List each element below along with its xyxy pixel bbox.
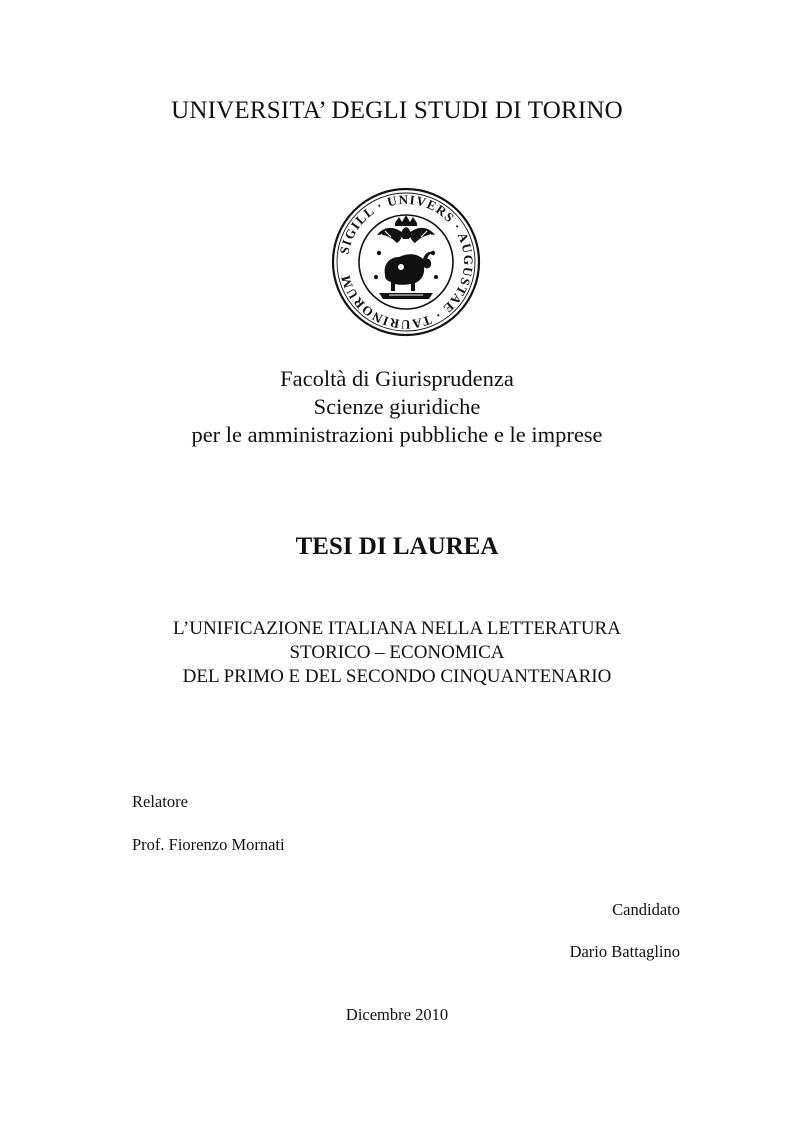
seal-graphic [331,187,481,337]
seal-ring-text: SIGILL · UNIVERS · AUGUSTAE · TAURINORUM [336,191,477,333]
thesis-title-line2: STORICO – ECONOMICA [289,642,505,663]
thesis-title-line1: L’UNIFICAZIONE ITALIANA NELLA LETTERATURA [173,618,621,639]
thesis-type-heading: TESI DI LAUREA [295,533,499,560]
candidato-label: Candidato [612,900,680,919]
faculty-block [0,365,794,449]
university-seal-icon [331,187,481,337]
relatore-name: Prof. Fiorenzo Mornati [132,835,285,854]
thesis-title [0,617,794,689]
relatore-label: Relatore [132,792,188,811]
faculty-name: Facoltà di Giurisprudenza [280,366,514,391]
thesis-date: Dicembre 2010 [345,1005,449,1024]
degree-course-line2: per le amministrazioni pubbliche e le imprese [191,422,603,447]
degree-course-line1: Scienze giuridiche [313,394,481,419]
university-name: UNIVERSITA’ DEGLI STUDI DI TORINO [171,97,623,124]
thesis-title-line3: DEL PRIMO E DEL SECONDO CINQUANTENARIO [182,666,612,687]
candidato-name: Dario Battaglino [569,942,680,961]
